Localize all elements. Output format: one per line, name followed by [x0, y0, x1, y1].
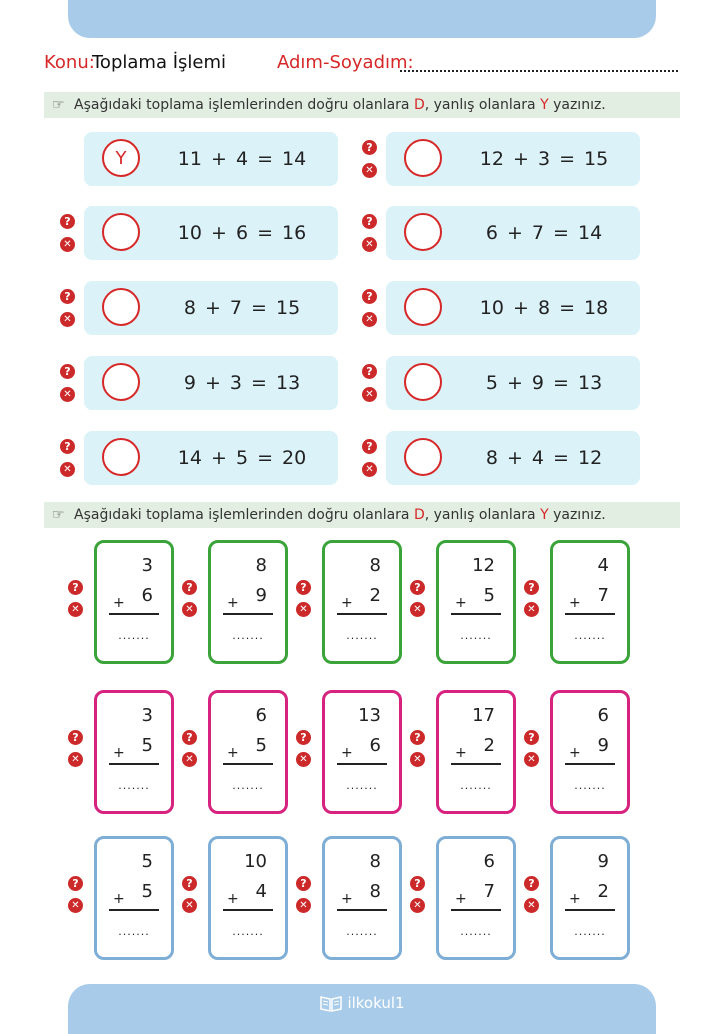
instruction-bar-2: [44, 502, 680, 528]
plus-sign: +: [569, 745, 581, 761]
name-label: Adım-Soyadım:: [277, 52, 414, 73]
answer-blank[interactable]: .......: [346, 925, 378, 938]
answer-blank[interactable]: .......: [574, 925, 606, 938]
instruction-text-prefix: Aşağıdaki toplama işlemlerinden doğru olanlara: [74, 507, 414, 523]
cross-mark-icon: ✕: [524, 752, 539, 767]
plus-sign: +: [455, 595, 467, 611]
answer-blank[interactable]: .......: [574, 629, 606, 642]
sum-line: [223, 613, 273, 615]
addend-top: 6: [255, 705, 267, 726]
addition-card: [322, 690, 402, 814]
name-input-line[interactable]: [400, 70, 678, 72]
cross-mark-icon: ✕: [182, 752, 197, 767]
cross-mark-icon: ✕: [362, 387, 377, 402]
equation-text: 12 + 3 = 15: [479, 148, 609, 170]
addition-card: [94, 836, 174, 960]
question-mark-icon: ?: [60, 439, 75, 454]
addend-bottom: 9: [597, 735, 609, 756]
cross-mark-icon: ✕: [60, 237, 75, 252]
answer-circle[interactable]: [404, 438, 442, 476]
instruction-letter-y: Y: [540, 507, 549, 523]
cross-mark-icon: ✕: [524, 898, 539, 913]
equation-text: 10 + 8 = 18: [479, 297, 609, 319]
answer-blank[interactable]: .......: [118, 925, 150, 938]
addend-bottom: 2: [369, 585, 381, 606]
plus-sign: +: [113, 745, 125, 761]
addend-bottom: 5: [141, 735, 153, 756]
cross-mark-icon: ✕: [68, 602, 83, 617]
addend-top: 12: [472, 555, 495, 576]
sum-line: [451, 763, 501, 765]
plus-sign: +: [227, 891, 239, 907]
worksheet-header: [44, 52, 680, 80]
equation-box: [84, 206, 338, 260]
addition-card: [208, 836, 288, 960]
addend-bottom: 6: [369, 735, 381, 756]
answer-blank[interactable]: .......: [118, 779, 150, 792]
answer-blank[interactable]: .......: [232, 925, 264, 938]
instruction-text-suffix: yazınız.: [548, 97, 606, 113]
sum-line: [109, 763, 159, 765]
addend-bottom: 4: [255, 881, 267, 902]
cross-mark-icon: ✕: [362, 462, 377, 477]
addend-top: 8: [369, 555, 381, 576]
sum-line: [337, 613, 387, 615]
answer-circle[interactable]: [102, 438, 140, 476]
equation-text: 5 + 9 = 13: [485, 372, 603, 394]
question-mark-icon: ?: [362, 289, 377, 304]
instruction-letter-d: D: [413, 507, 425, 523]
addend-bottom: 5: [141, 881, 153, 902]
question-mark-icon: ?: [68, 580, 83, 595]
addition-card: [436, 540, 516, 664]
cross-mark-icon: ✕: [410, 898, 425, 913]
addend-bottom: 7: [483, 881, 495, 902]
addition-card: [208, 540, 288, 664]
equation-box: [386, 431, 640, 485]
addend-bottom: 6: [141, 585, 153, 606]
answer-circle[interactable]: [404, 363, 442, 401]
question-mark-icon: ?: [60, 364, 75, 379]
instruction-letter-y: Y: [540, 97, 549, 113]
question-mark-icon: ?: [362, 214, 377, 229]
equation-box: [386, 281, 640, 335]
addend-top: 10: [244, 851, 267, 872]
plus-sign: +: [227, 745, 239, 761]
footer-brand: [0, 994, 724, 1013]
cross-mark-icon: ✕: [60, 387, 75, 402]
addend-top: 9: [597, 851, 609, 872]
answer-blank[interactable]: .......: [232, 779, 264, 792]
cross-mark-icon: ✕: [524, 602, 539, 617]
addend-bottom: 8: [369, 881, 381, 902]
question-mark-icon: ?: [362, 140, 377, 155]
question-mark-icon: ?: [524, 730, 539, 745]
addend-top: 6: [483, 851, 495, 872]
sum-line: [451, 613, 501, 615]
answer-blank[interactable]: .......: [346, 779, 378, 792]
addition-card: [322, 540, 402, 664]
equation-text: 8 + 4 = 12: [485, 447, 603, 469]
cross-mark-icon: ✕: [410, 752, 425, 767]
cross-mark-icon: ✕: [362, 237, 377, 252]
cross-mark-icon: ✕: [60, 312, 75, 327]
addend-bottom: 5: [483, 585, 495, 606]
addition-card: [322, 836, 402, 960]
sum-line: [337, 763, 387, 765]
instruction-text-prefix: Aşağıdaki toplama işlemlerinden doğru olanlara: [74, 97, 414, 113]
answer-blank[interactable]: .......: [118, 629, 150, 642]
plus-sign: +: [569, 891, 581, 907]
answer-circle[interactable]: Y: [102, 139, 140, 177]
equation-box: [84, 356, 338, 410]
plus-sign: +: [455, 745, 467, 761]
addition-card: [94, 690, 174, 814]
equation-text: 14 + 5 = 20: [177, 447, 307, 469]
addend-top: 17: [472, 705, 495, 726]
addend-top: 8: [255, 555, 267, 576]
cross-mark-icon: ✕: [68, 752, 83, 767]
sum-line: [565, 763, 615, 765]
instruction-text-middle: , yanlış olanlara: [424, 507, 541, 523]
cross-mark-icon: ✕: [60, 462, 75, 477]
question-mark-icon: ?: [524, 580, 539, 595]
equation-text: 9 + 3 = 13: [183, 372, 301, 394]
addition-card: [436, 690, 516, 814]
sum-line: [223, 763, 273, 765]
top-decoration-bar: [68, 0, 656, 38]
cross-mark-icon: ✕: [296, 752, 311, 767]
answer-circle[interactable]: [404, 288, 442, 326]
cross-mark-icon: ✕: [410, 602, 425, 617]
plus-sign: +: [341, 745, 353, 761]
answer-circle[interactable]: [102, 288, 140, 326]
answer-blank[interactable]: .......: [346, 629, 378, 642]
plus-sign: +: [341, 595, 353, 611]
answer-blank[interactable]: .......: [460, 629, 492, 642]
equation-box: [386, 132, 640, 186]
sum-line: [223, 909, 273, 911]
answer-circle[interactable]: [404, 213, 442, 251]
plus-sign: +: [341, 891, 353, 907]
answer-circle[interactable]: [102, 213, 140, 251]
plus-sign: +: [113, 891, 125, 907]
question-mark-icon: ?: [296, 580, 311, 595]
addend-top: 6: [597, 705, 609, 726]
equation-box: [386, 206, 640, 260]
cross-mark-icon: ✕: [296, 602, 311, 617]
cross-mark-icon: ✕: [362, 163, 377, 178]
addition-card: [550, 836, 630, 960]
question-mark-icon: ?: [362, 439, 377, 454]
subject-value: Toplama İşlemi: [92, 52, 226, 73]
cross-mark-icon: ✕: [182, 602, 197, 617]
question-mark-icon: ?: [68, 876, 83, 891]
addend-bottom: 5: [255, 735, 267, 756]
sum-line: [109, 613, 159, 615]
addend-bottom: 7: [597, 585, 609, 606]
question-mark-icon: ?: [182, 876, 197, 891]
cross-mark-icon: ✕: [182, 898, 197, 913]
equation-text: 6 + 7 = 14: [485, 222, 603, 244]
equation-box: [386, 356, 640, 410]
addend-top: 3: [141, 705, 153, 726]
question-mark-icon: ?: [68, 730, 83, 745]
addition-card: [94, 540, 174, 664]
addend-top: 8: [369, 851, 381, 872]
question-mark-icon: ?: [60, 214, 75, 229]
equation-box: [84, 132, 338, 186]
answer-circle[interactable]: [102, 363, 140, 401]
equation-box: [84, 281, 338, 335]
addend-top: 13: [358, 705, 381, 726]
instruction-letter-d: D: [413, 97, 425, 113]
equation-text: 8 + 7 = 15: [183, 297, 301, 319]
addend-top: 3: [141, 555, 153, 576]
question-mark-icon: ?: [524, 876, 539, 891]
plus-sign: +: [569, 595, 581, 611]
question-mark-icon: ?: [182, 730, 197, 745]
question-mark-icon: ?: [296, 730, 311, 745]
answer-blank[interactable]: .......: [460, 779, 492, 792]
question-mark-icon: ?: [296, 876, 311, 891]
addend-bottom: 2: [483, 735, 495, 756]
answer-blank[interactable]: .......: [574, 779, 606, 792]
sum-line: [337, 909, 387, 911]
cross-mark-icon: ✕: [296, 898, 311, 913]
addend-top: 4: [597, 555, 609, 576]
sum-line: [565, 909, 615, 911]
instruction-bar-1: [44, 92, 680, 118]
pointing-hand-icon: ☞: [52, 507, 65, 523]
subject-label: Konu:: [44, 52, 95, 73]
addition-card: [550, 690, 630, 814]
cross-mark-icon: ✕: [68, 898, 83, 913]
addition-card: [436, 836, 516, 960]
answer-blank[interactable]: .......: [232, 629, 264, 642]
equation-text: 10 + 6 = 16: [177, 222, 307, 244]
cross-mark-icon: ✕: [362, 312, 377, 327]
addend-bottom: 9: [255, 585, 267, 606]
question-mark-icon: ?: [410, 876, 425, 891]
question-mark-icon: ?: [362, 364, 377, 379]
question-mark-icon: ?: [182, 580, 197, 595]
book-icon: [319, 995, 343, 1013]
pointing-hand-icon: ☞: [52, 97, 65, 113]
sum-line: [565, 613, 615, 615]
plus-sign: +: [455, 891, 467, 907]
instruction-text-middle: , yanlış olanlara: [424, 97, 541, 113]
equation-text: 11 + 4 = 14: [177, 148, 307, 170]
equation-box: [84, 431, 338, 485]
addition-card: [208, 690, 288, 814]
instruction-text-suffix: yazınız.: [548, 507, 606, 523]
plus-sign: +: [113, 595, 125, 611]
footer-brand-text: ilkokul1: [347, 994, 405, 1012]
question-mark-icon: ?: [410, 730, 425, 745]
addition-card: [550, 540, 630, 664]
answer-blank[interactable]: .......: [460, 925, 492, 938]
question-mark-icon: ?: [410, 580, 425, 595]
sum-line: [109, 909, 159, 911]
question-mark-icon: ?: [60, 289, 75, 304]
answer-circle[interactable]: [404, 139, 442, 177]
plus-sign: +: [227, 595, 239, 611]
addend-top: 5: [141, 851, 153, 872]
addend-bottom: 2: [597, 881, 609, 902]
sum-line: [451, 909, 501, 911]
